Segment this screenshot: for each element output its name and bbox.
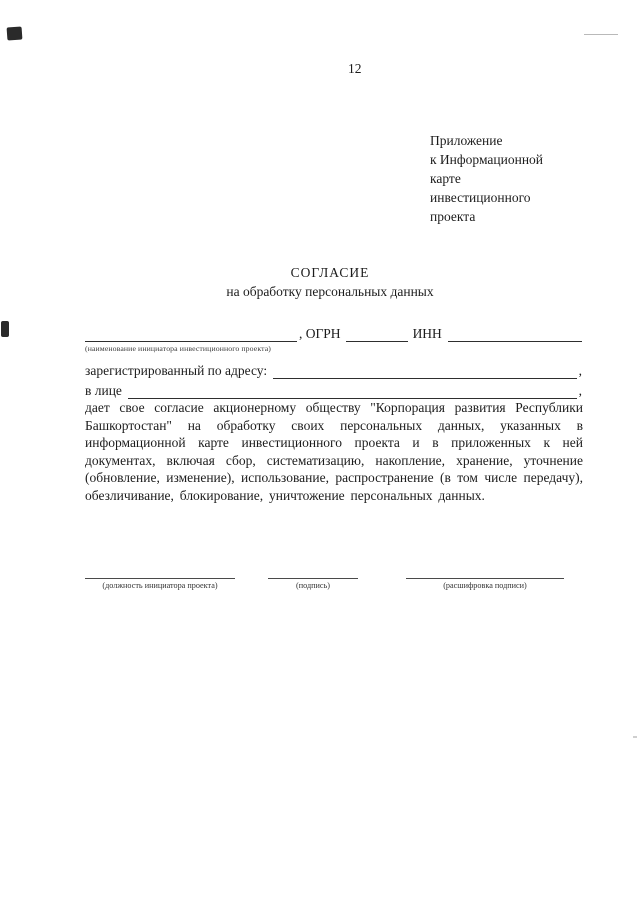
signature-sign-caption: (подпись) (296, 581, 330, 590)
name-ogrn-inn-line (85, 325, 582, 342)
person-label: в лице (85, 383, 122, 398)
signature-position-caption: (должность инициатора проекта) (102, 581, 218, 590)
signature-transcript-caption: (расшифровка подписи) (443, 581, 527, 590)
person-line (85, 382, 582, 399)
ogrn-blank (346, 326, 408, 342)
scan-artifact-left-edge (1, 321, 9, 337)
appendix-note (430, 131, 543, 226)
appendix-line: к Информационной (430, 152, 544, 167)
address-label: зарегистрированный по адресу: (85, 363, 268, 378)
signature-sign-line (268, 572, 358, 579)
consent-paragraph: дает свое согласие акционерному обществу "Корпорация развития Республики Башкортостан" на обработку своих персональных данных, указанных в информационной карте инвестиционного проекта и в приложенных к ней документах, включая сбор, систематизацию, накопление, хранение, уточнение (обновление, изменение), использование, распространение (в том числе передачу), обезличивание, блокирование, уничтожение персональных данных. (85, 400, 583, 503)
title-subheading: на обработку персональных данных (226, 284, 434, 299)
scan-artifact-top-right (584, 34, 618, 35)
inn-label: ИНН (412, 326, 442, 341)
signature-position (85, 572, 235, 590)
initiator-name-blank (85, 326, 297, 342)
scan-artifact-right-edge (633, 736, 637, 738)
appendix-line: инвестиционного (430, 190, 531, 205)
inn-blank (448, 326, 582, 342)
address-line (85, 362, 582, 379)
scan-artifact-top-left (7, 26, 23, 40)
person-blank (128, 383, 577, 399)
ogrn-label: , ОГРН (299, 326, 341, 341)
page-number: 12 (348, 61, 362, 76)
person-comma: , (578, 383, 582, 398)
appendix-line: карте (430, 171, 461, 186)
appendix-line: проекта (430, 209, 476, 224)
address-blank (273, 363, 577, 379)
signature-transcript-line (406, 572, 564, 579)
address-comma: , (578, 363, 582, 378)
title-heading: СОГЛАСИЕ (290, 265, 370, 280)
initiator-name-caption: (наименование инициатора инвестиционного проекта) (85, 344, 271, 353)
document-title (60, 265, 600, 300)
signature-position-line (85, 572, 235, 579)
appendix-line: Приложение (430, 133, 503, 148)
signature-transcript (406, 572, 564, 590)
signature-sign (268, 572, 358, 590)
